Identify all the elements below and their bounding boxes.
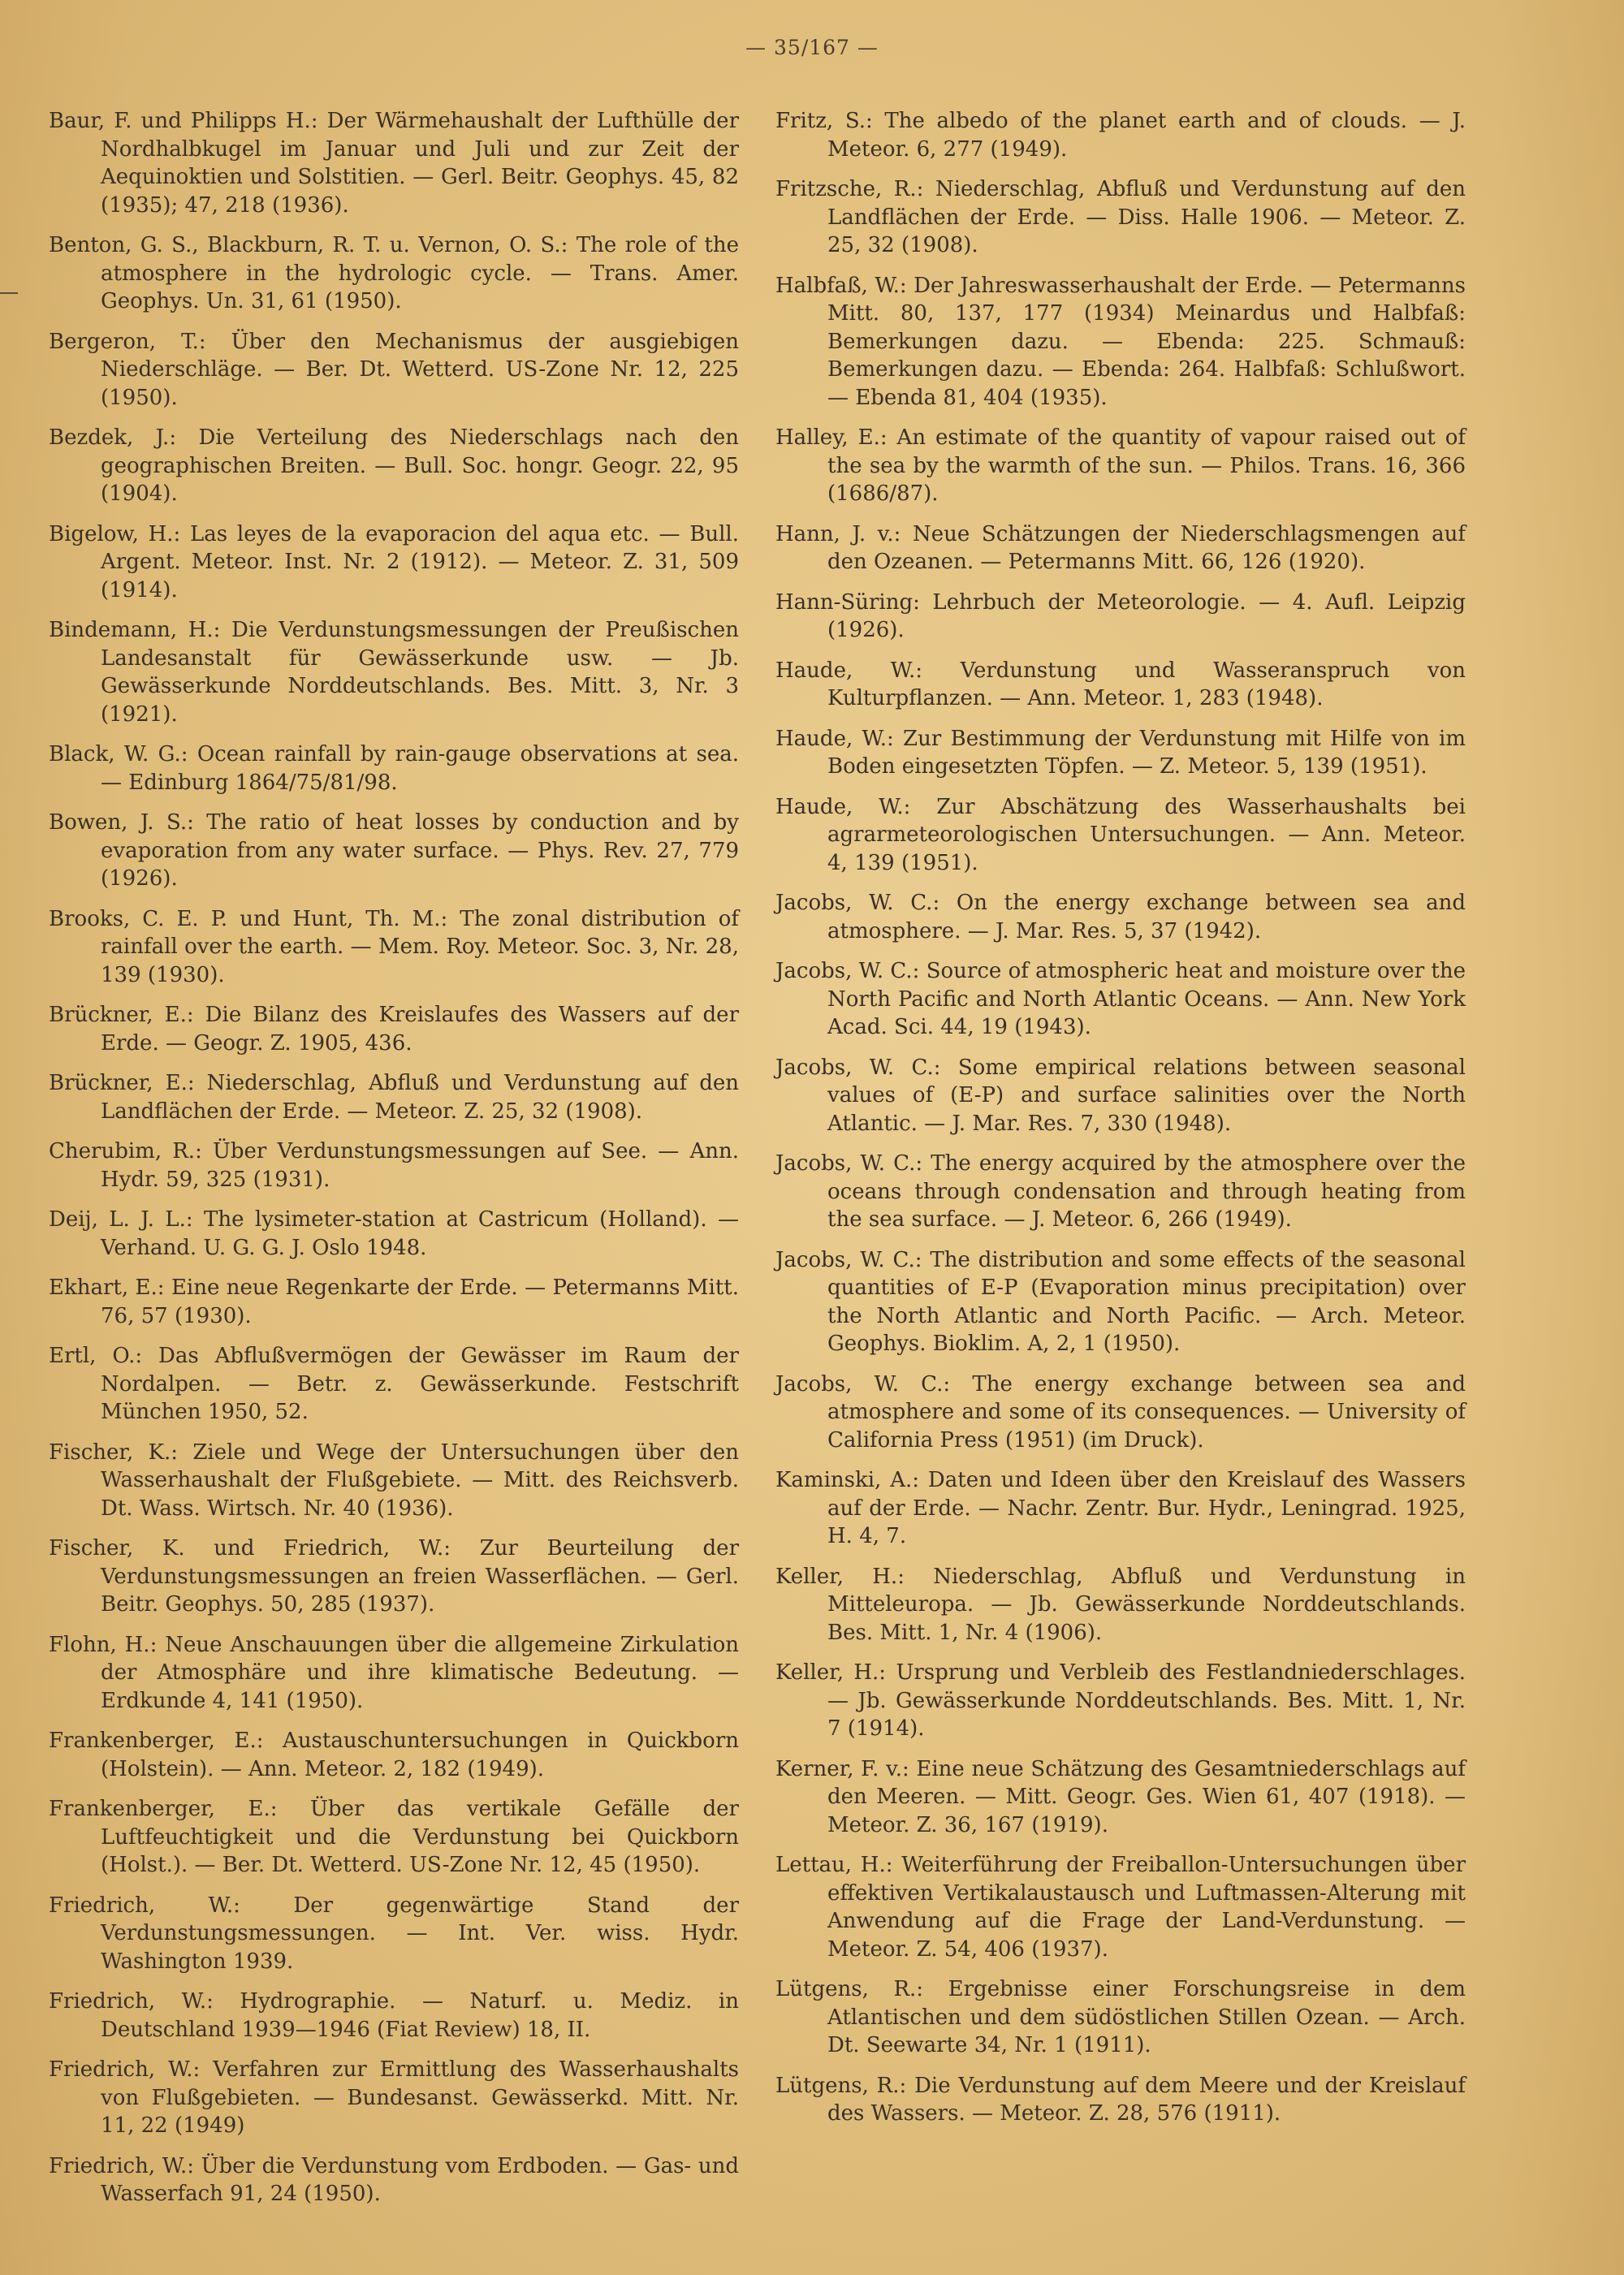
reference-entry: Haude, W.: Zur Abschätzung des Wasserhaushalts bei agrarmeteorologischen Untersuchungen. — Ann. Meteor. 4, 139 (1951). (775, 794, 1466, 875)
reference-entry: Bowen, J. S.: The ratio of heat losses by conduction and by evaporation from any water surface. — Phys. Rev. 27, 779 (1926). (49, 810, 739, 891)
reference-entry: Frankenberger, E.: Über das vertikale Gefälle der Luftfeuchtigkeit und die Verdunstung bei Quickborn (Holst.). — Ber. Dt. Wetterd. US-Zone Nr. 12, 45 (1950). (49, 1797, 739, 1877)
reference-entry: Friedrich, W.: Über die Verdunstung vom Erdboden. — Gas- und Wasserfach 91, 24 (1950). (49, 2153, 739, 2206)
reference-entry: Ertl, O.: Das Abflußvermögen der Gewässer im Raum der Nordalpen. — Betr. z. Gewässerkunde. Festschrift München 1950, 52. (49, 1344, 739, 1424)
reference-entry: Jacobs, W. C.: The distribution and some effects of the seasonal quantities of E-P (Evaporation minus precipitation) over the North Atlantic and North Pacific. — Arch. Meteor. Geophys. Bioklim. A, 2, 1 (1950). (775, 1247, 1466, 1356)
reference-entry: Jacobs, W. C.: The energy acquired by the atmosphere over the oceans through condensation and through heating from the sea surface. — J. Meteor. 6, 266 (1949). (775, 1151, 1466, 1232)
reference-entry: Haude, W.: Verdunstung und Wasseranspruch von Kulturpflanzen. — Ann. Meteor. 1, 283 (1948). (775, 658, 1466, 710)
reference-entry: Baur, F. und Philipps H.: Der Wärmehaushalt der Lufthülle der Nordhalbkugel im Januar und Juli und zur Zeit der Aequinoktien und Solstitien. — Gerl. Beitr. Geophys. 45, 82 (1935); 47, 218 (1936). (49, 109, 739, 218)
reference-entry: Cherubim, R.: Über Verdunstungsmessungen auf See. — Ann. Hydr. 59, 325 (1931). (49, 1139, 739, 1192)
reference-entry: Kerner, F. v.: Eine neue Schätzung des Gesamtniederschlags auf den Meeren. — Mitt. Geogr. Ges. Wien 61, 407 (1918). — Meteor. Z. 36, 167 (1919). (775, 1756, 1466, 1837)
reference-entry: Hann-Süring: Lehrbuch der Meteorologie. — 4. Aufl. Leipzig (1926). (775, 589, 1466, 642)
reference-entry: Flohn, H.: Neue Anschauungen über die allgemeine Zirkulation der Atmosphäre und ihre klimatische Bedeutung. — Erdkunde 4, 141 (1950). (49, 1632, 739, 1713)
reference-entry: Jacobs, W. C.: Source of atmospheric heat and moisture over the North Pacific and North Atlantic Oceans. — Ann. New York Acad. Sci. 44, 19 (1943). (775, 959, 1466, 1039)
reference-entry: Fischer, K. und Friedrich, W.: Zur Beurteilung der Verdunstungsmessungen an freien Wasserflächen. — Gerl. Beitr. Geophys. 50, 285 (1937). (49, 1536, 739, 1617)
right-column (775, 107, 1466, 2140)
reference-entry: Bigelow, H.: Las leyes de la evaporacion del aqua etc. — Bull. Argent. Meteor. Inst. Nr. 2 (1912). — Meteor. Z. 31, 509 (1914). (49, 521, 739, 602)
reference-entry: Haude, W.: Zur Bestimmung der Verdunstung mit Hilfe von im Boden eingesetzten Töpfen. — Z. Meteor. 5, 139 (1951). (775, 726, 1466, 779)
reference-entry: Halley, E.: An estimate of the quantity of vapour raised out of the sea by the warmth of the sun. — Philos. Trans. 16, 366 (1686/87). (775, 425, 1466, 506)
reference-entry: Hann, J. v.: Neue Schätzungen der Niederschlagsmengen auf den Ozeanen. — Petermanns Mitt. 66, 126 (1920). (775, 521, 1466, 574)
reference-entry: Deij, L. J. L.: The lysimeter-station at Castricum (Holland). — Verhand. U. G. G. J. Oslo 1948. (49, 1207, 739, 1260)
page-number: — 35/167 — (745, 36, 879, 59)
reference-entry: Lettau, H.: Weiterführung der Freiballon-Untersuchungen über effektiven Vertikalaustausch und Luftmassen-Alterung mit Anwendung auf die Frage der Land-Verdunstung. — Meteor. Z. 54, 406 (1937). (775, 1853, 1466, 1962)
margin-mark (0, 292, 18, 294)
reference-entry: Ekhart, E.: Eine neue Regenkarte der Erde. — Petermanns Mitt. 76, 57 (1930). (49, 1276, 739, 1328)
reference-entry: Jacobs, W. C.: The energy exchange between sea and atmosphere and some of its consequences. — University of California Press (1951) (im Druck). (775, 1371, 1466, 1453)
reference-entry: Fritzsche, R.: Niederschlag, Abfluß und Verdunstung auf den Landflächen der Erde. — Diss. Halle 1906. — Meteor. Z. 25, 32 (1908). (775, 177, 1466, 257)
reference-entry: Brooks, C. E. P. und Hunt, Th. M.: The zonal distribution of rainfall over the earth. — Mem. Roy. Meteor. Soc. 3, Nr. 28, 139 (1930). (49, 906, 739, 987)
reference-entry: Lütgens, R.: Ergebnisse einer Forschungsreise in dem Atlantischen und dem südöstlichen Stillen Ozean. — Arch. Dt. Seewarte 34, Nr. 1 (1911). (775, 1977, 1466, 2057)
reference-entry: Friedrich, W.: Der gegenwärtige Stand der Verdunstungsmessungen. — Int. Ver. wiss. Hydr. Washington 1939. (49, 1893, 739, 1974)
reference-entry: Jacobs, W. C.: On the energy exchange between sea and atmosphere. — J. Mar. Res. 5, 37 (1942). (775, 891, 1466, 943)
reference-entry: Benton, G. S., Blackburn, R. T. u. Vernon, O. S.: The role of the atmosphere in the hydrologic cycle. — Trans. Amer. Geophys. Un. 31, 61 (1950). (49, 233, 739, 313)
reference-entry: Friedrich, W.: Verfahren zur Ermittlung des Wasserhaushalts von Flußgebieten. — Bundesanst. Gewässerkd. Mitt. Nr. 11, 22 (1949) (49, 2057, 739, 2138)
left-column (49, 107, 739, 2221)
reference-entry: Friedrich, W.: Hydrographie. — Naturf. u. Mediz. in Deutschland 1939—1946 (Fiat Review) 18, II. (49, 1989, 739, 2042)
reference-entry: Black, W. G.: Ocean rainfall by rain-gauge observations at sea. — Edinburg 1864/75/81/98. (49, 742, 739, 795)
reference-entry: Fritz, S.: The albedo of the planet earth and of clouds. — J. Meteor. 6, 277 (1949). (775, 109, 1466, 162)
reference-entry: Jacobs, W. C.: Some empirical relations between seasonal values of (E-P) and surface salinities over the North Atlantic. — J. Mar. Res. 7, 330 (1948). (775, 1055, 1466, 1136)
reference-entry: Keller, H.: Ursprung und Verbleib des Festlandniederschlages. — Jb. Gewässerkunde Norddeutschlands. Bes. Mitt. 1, Nr. 7 (1914). (775, 1660, 1466, 1741)
reference-entry: Bindemann, H.: Die Verdunstungsmessungen der Preußischen Landesanstalt für Gewässerkunde usw. — Jb. Gewässerkunde Norddeutschlands. Bes. Mitt. 3, Nr. 3 (1921). (49, 618, 739, 727)
reference-entry: Fischer, K.: Ziele und Wege der Untersuchungen über den Wasserhaushalt der Flußgebiete. — Mitt. des Reichsverb. Dt. Wass. Wirtsch. Nr. 40 (1936). (49, 1440, 739, 1521)
reference-entry: Halbfaß, W.: Der Jahreswasserhaushalt der Erde. — Petermanns Mitt. 80, 137, 177 (1934) Meinardus und Halbfaß: Bemerkungen dazu. — Ebenda: 225. Schmauß: Bemerkungen dazu. — Ebenda: 264. Halbfaß: Schlußwort. — Ebenda 81, 404 (1935). (775, 273, 1466, 410)
reference-entry: Brückner, E.: Die Bilanz des Kreislaufes des Wassers auf der Erde. — Geogr. Z. 1905, 436. (49, 1003, 739, 1055)
reference-entry: Lütgens, R.: Die Verdunstung auf dem Meere und der Kreislauf des Wassers. — Meteor. Z. 28, 576 (1911). (775, 2073, 1466, 2126)
reference-entry: Keller, H.: Niederschlag, Abfluß und Verdunstung in Mitteleuropa. — Jb. Gewässerkunde Norddeutschlands. Bes. Mitt. 1, Nr. 4 (1906). (775, 1564, 1466, 1645)
reference-entry: Bergeron, T.: Über den Mechanismus der ausgiebigen Niederschläge. — Ber. Dt. Wetterd. US-Zone Nr. 12, 225 (1950). (49, 329, 739, 410)
reference-entry: Frankenberger, E.: Austauschuntersuchungen in Quickborn (Holstein). — Ann. Meteor. 2, 182 (1949). (49, 1729, 739, 1781)
reference-entry: Brückner, E.: Niederschlag, Abfluß und Verdunstung auf den Landflächen der Erde. — Meteor. Z. 25, 32 (1908). (49, 1071, 739, 1124)
reference-entry: Bezdek, J.: Die Verteilung des Niederschlags nach den geographischen Breiten. — Bull. Soc. hongr. Geogr. 22, 95 (1904). (49, 425, 739, 506)
reference-entry: Kaminski, A.: Daten und Ideen über den Kreislauf des Wassers auf der Erde. — Nachr. Zentr. Bur. Hydr., Leningrad. 1925, H. 4, 7. (775, 1468, 1466, 1548)
